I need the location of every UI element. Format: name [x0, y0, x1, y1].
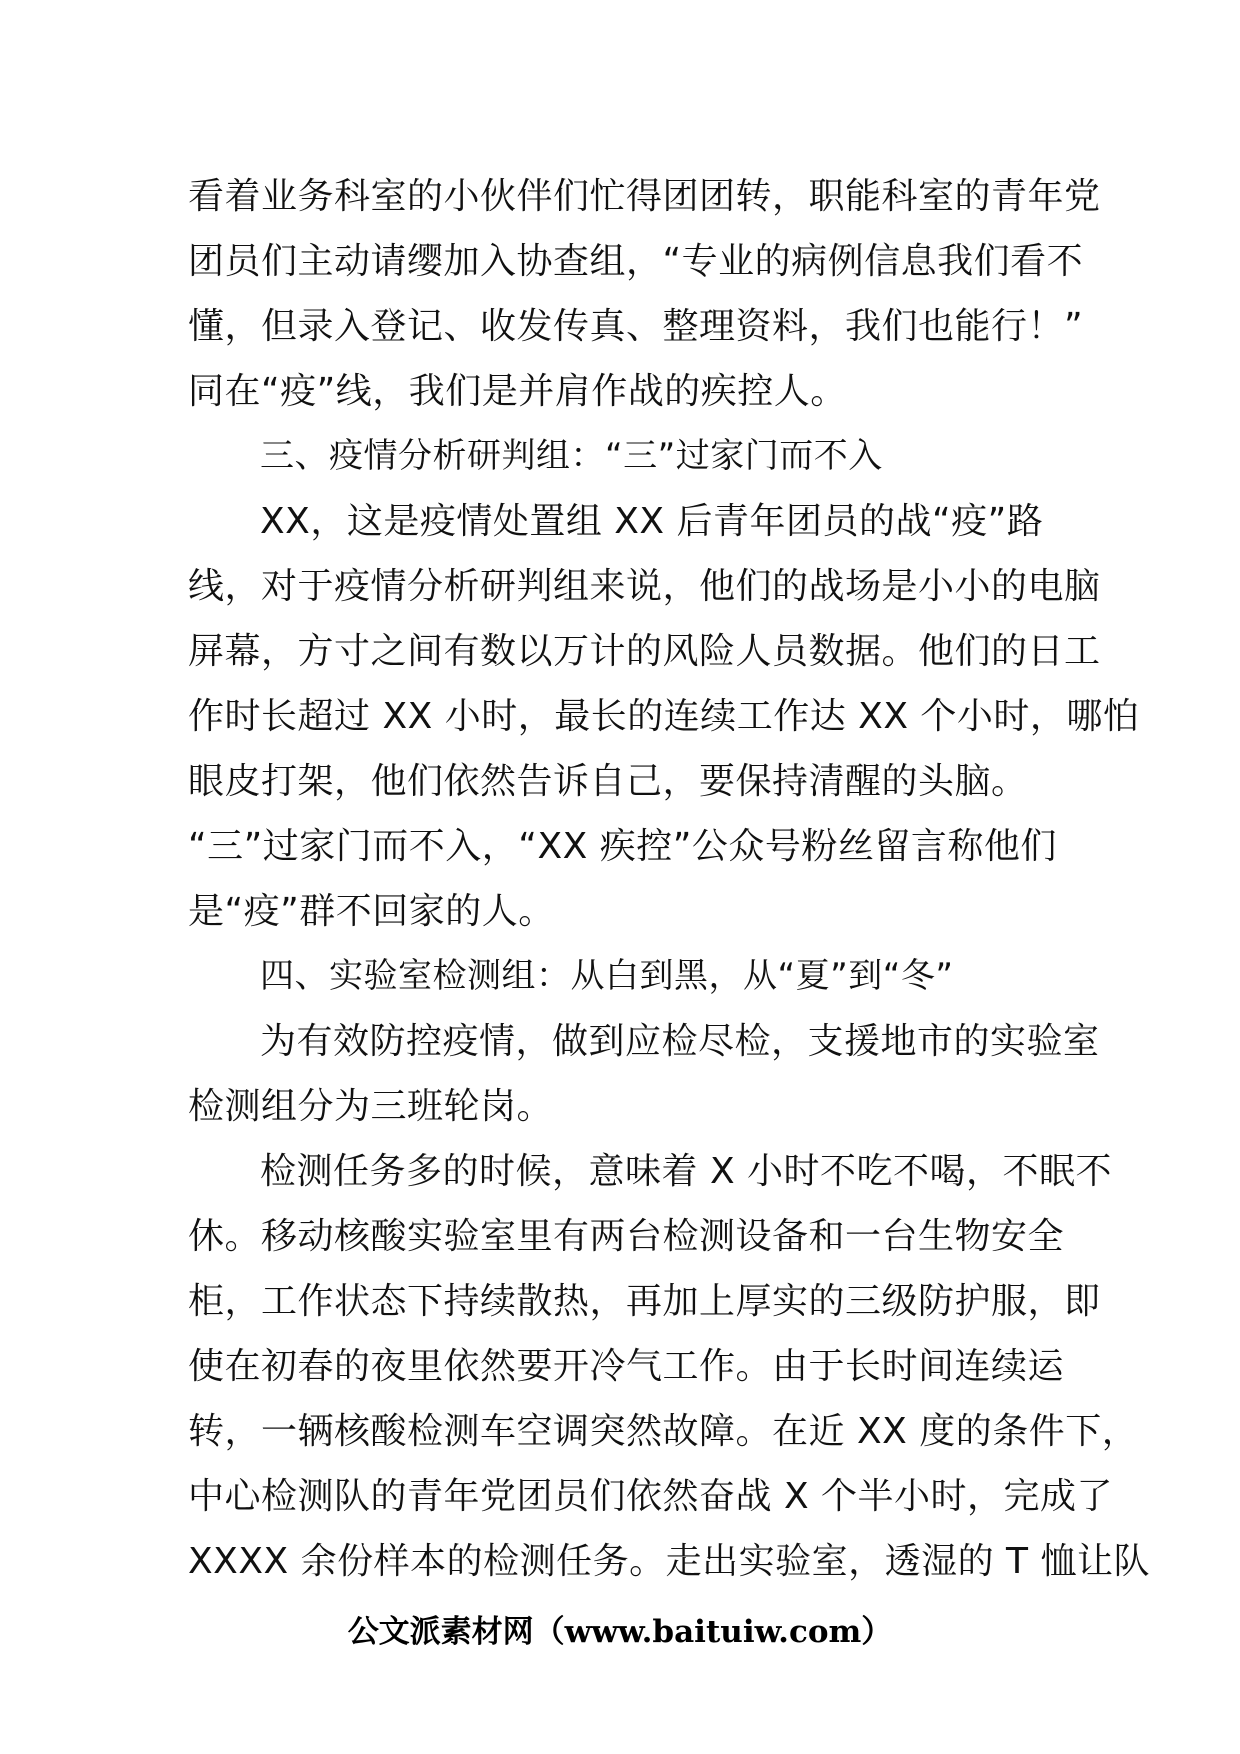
- paragraph-line: 同在“疫”线，我们是并肩作战的疾控人。: [188, 371, 847, 412]
- paragraph-line: “三”过家门而不入，“XX 疾控”公众号粉丝留言称他们: [188, 826, 1057, 867]
- paragraph-line: 线，对于疫情分析研判组来说，他们的战场是小小的电脑: [188, 566, 1101, 607]
- paragraph-line: 检测任务多的时候，意味着 X 小时不吃不喝，不眠不: [260, 1151, 1113, 1192]
- section-heading: 四、实验室检测组：从白到黑，从“夏”到“冬”: [260, 956, 954, 996]
- paragraph-line: 屏幕，方寸之间有数以万计的风险人员数据。他们的日工: [188, 631, 1101, 672]
- paragraph-line: 为有效防控疫情，做到应检尽检，支援地市的实验室: [260, 1021, 1100, 1062]
- paragraph-line: 中心检测队的青年党团员们依然奋战 X 个半小时，完成了: [188, 1476, 1114, 1517]
- paragraph-line: 是“疫”群不回家的人。: [188, 891, 555, 932]
- paragraph-line: 使在初春的夜里依然要开冷气工作。由于长时间连续运: [188, 1346, 1065, 1387]
- paragraph-line: 眼皮打架，他们依然告诉自己，要保持清醒的头脑。: [188, 761, 1028, 802]
- paragraph-line: XX，这是疫情处置组 XX 后青年团员的战“疫”路: [260, 501, 1044, 542]
- paragraph-line: 转，一辆核酸检测车空调突然故障。在近 XX 度的条件下，: [188, 1411, 1139, 1452]
- paragraph-line: 团员们主动请缨加入协查组，“专业的病例信息我们看不: [188, 241, 1084, 282]
- paragraph-line: 作时长超过 XX 小时，最长的连续工作达 XX 个小时，哪怕: [188, 696, 1140, 737]
- section-heading: 三、疫情分析研判组：“三”过家门而不入: [260, 436, 883, 476]
- paragraph-line: 检测组分为三班轮岗。: [188, 1086, 554, 1127]
- document-body: [188, 164, 1150, 1594]
- paragraph-line: 看着业务科室的小伙伴们忙得团团转，职能科室的青年党: [188, 176, 1101, 217]
- paragraph-line: 柜，工作状态下持续散热，再加上厚实的三级防护服，即: [188, 1281, 1101, 1322]
- paragraph-line: 休。移动核酸实验室里有两台检测设备和一台生物安全: [188, 1216, 1065, 1257]
- paragraph-line: XXXX 余份样本的检测任务。走出实验室，透湿的 T 恤让队: [188, 1541, 1150, 1582]
- footer-watermark: 公文派素材网（www.baituiw.com）: [347, 1614, 893, 1650]
- paragraph-line: 懂，但录入登记、收发传真、整理资料，我们也能行！”: [188, 306, 1084, 347]
